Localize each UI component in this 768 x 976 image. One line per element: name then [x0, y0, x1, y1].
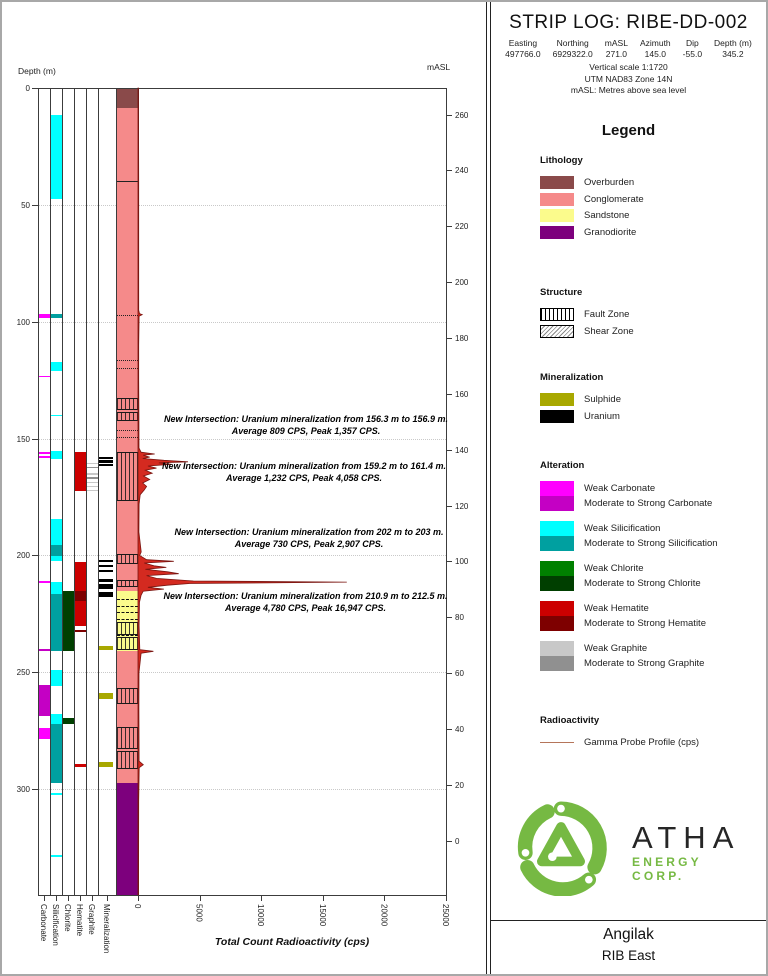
cps-tick-label: 5000 — [194, 904, 204, 922]
track-tick — [80, 895, 81, 901]
masl-tick-label: 260 — [455, 110, 469, 120]
legend-item-structure-swatch — [540, 325, 574, 338]
depth-tick-label: 50 — [21, 200, 30, 210]
cps-tick-label: 25000 — [441, 904, 450, 927]
legend-panel — [491, 2, 766, 974]
cps-tick-label: 15000 — [317, 904, 327, 927]
collar-field-label: Azimuth — [639, 38, 671, 48]
scale-notes — [491, 62, 766, 97]
cps-tick-label: 20000 — [379, 904, 389, 927]
cps-tick-label: 0 — [133, 904, 142, 909]
fault-zone-overlay — [117, 751, 138, 769]
masl-tick-label: 0 — [455, 836, 460, 846]
cps-tick — [261, 895, 262, 901]
alteration-strong-swatch — [540, 576, 574, 591]
masl-tick — [446, 282, 452, 283]
track-label-chlorite: Chlorite — [63, 904, 72, 932]
graphite-interval-weak — [87, 486, 98, 487]
collar-field — [683, 38, 702, 59]
mineralization-interval-uranium — [99, 560, 113, 563]
carbonate-interval-weak — [39, 452, 50, 454]
legend-item-lithology-swatch — [540, 226, 574, 239]
masl-tick-label: 220 — [455, 222, 469, 232]
silicification-interval-weak — [51, 793, 62, 795]
collar-field-label: Easting — [508, 38, 538, 48]
legend-item-lithology — [540, 176, 758, 189]
masl-tick — [446, 170, 452, 171]
sandstone-bed-line — [117, 635, 138, 636]
fault-zone-overlay — [117, 727, 138, 749]
mineralization-interval-sulphide — [99, 693, 113, 698]
masl-tick-label: 80 — [455, 613, 464, 623]
masl-tick — [446, 617, 452, 618]
track-border-line — [62, 88, 63, 895]
legend-item-alteration — [540, 521, 758, 551]
scale-note-line: mASL: Metres above sea level — [570, 85, 687, 95]
masl-tick-label: 140 — [455, 445, 469, 455]
masl-tick — [446, 506, 452, 507]
legend-item-alteration — [540, 481, 758, 511]
legend-heading-mineralization: Mineralization — [540, 372, 604, 383]
depth-axis-label: Depth (m) — [18, 66, 56, 76]
alteration-weak-label: Weak Silicification — [584, 523, 661, 534]
track-border-line — [98, 88, 99, 895]
silicification-interval-weak — [51, 362, 62, 371]
annotation-note: New Intersection: Uranium mineralization from 156.3 m to 156.9 m. Average 809 CPS, Peak 1,357 CPS. — [163, 414, 449, 436]
silicification-interval-weak — [51, 415, 62, 417]
silicification-interval-weak — [51, 714, 62, 724]
mineralization-interval-uranium — [99, 570, 113, 573]
depth-tick-label: 150 — [16, 434, 30, 444]
silicification-interval-strong — [51, 314, 62, 318]
alteration-weak-swatch — [540, 481, 574, 496]
fault-zone-overlay — [117, 637, 138, 650]
alteration-strong-swatch — [540, 616, 574, 631]
footer-project: Angilak — [603, 926, 654, 943]
legend-item-mineralization — [540, 410, 758, 423]
track-tick — [56, 895, 57, 901]
collar-field-value: 145.0 — [644, 48, 666, 59]
sandstone-bed-line — [117, 612, 138, 613]
collar-field — [605, 38, 628, 59]
atha-logo-text — [632, 822, 753, 883]
legend-item-alteration-labels — [584, 521, 718, 551]
scale-note-line: Vertical scale 1:1720 — [589, 62, 668, 72]
track-border-line — [116, 88, 117, 895]
mineralization-interval-uranium — [99, 584, 113, 588]
collar-field-value: 6929322.0 — [552, 48, 593, 59]
legend-item-structure — [540, 308, 758, 321]
lithology-interval-granodiorite — [117, 783, 138, 894]
legend-item-lithology-label: Sandstone — [584, 210, 630, 221]
legend-item-alteration — [540, 601, 758, 631]
legend-item-lithology-label: Overburden — [584, 177, 635, 188]
alteration-weak-label: Weak Chlorite — [584, 563, 644, 574]
track-tick — [92, 895, 93, 901]
fault-zone-overlay — [117, 398, 138, 409]
alteration-weak-label: Weak Hematite — [584, 603, 649, 614]
lithology-interval-overburden — [117, 88, 138, 108]
legend-item-lithology-label: Granodiorite — [584, 226, 637, 238]
fault-zone-overlay — [117, 554, 138, 564]
masl-tick-label: 20 — [455, 780, 464, 790]
collar-field-label: Northing — [556, 38, 589, 48]
cps-axis-label: Total Count Radioactivity (cps) — [214, 936, 370, 948]
legend-item-structure — [540, 325, 758, 338]
hematite-interval-strong — [75, 630, 86, 632]
legend-item-structure-label: Fault Zone — [584, 309, 630, 320]
atha-logo — [513, 800, 753, 905]
carbonate-interval-weak — [39, 376, 50, 378]
legend-item-lithology — [540, 209, 758, 222]
alteration-strong-label: Moderate to Strong Silicification — [584, 538, 718, 549]
lithology-contact-line — [117, 181, 138, 182]
lithology-interval-conglomerate — [117, 108, 138, 591]
masl-tick — [446, 673, 452, 674]
legend-item-lithology-swatch — [540, 176, 574, 189]
masl-tick — [446, 226, 452, 227]
fault-zone-overlay — [117, 688, 138, 703]
cps-tick-label: 10000 — [256, 904, 266, 927]
depth-tick — [32, 672, 38, 673]
alteration-strong-swatch — [540, 496, 574, 511]
cps-tick — [138, 895, 139, 901]
cps-tick — [323, 895, 324, 901]
sandstone-bed-line — [117, 619, 138, 620]
lithology-contact-dotted — [117, 430, 138, 431]
panel-divider-line-1 — [486, 2, 487, 974]
footer-area: RIB East — [601, 948, 656, 963]
graphite-interval-strong — [87, 467, 98, 468]
carbonate-interval-weak — [39, 581, 50, 583]
silicification-interval-strong — [51, 545, 62, 556]
masl-tick — [446, 394, 452, 395]
fault-zone-overlay — [117, 452, 138, 501]
cps-tick — [200, 895, 201, 901]
legend-item-structure-swatch — [540, 308, 574, 321]
depth-tick — [32, 205, 38, 206]
lithology-contact-dotted — [117, 360, 138, 361]
depth-tick — [32, 789, 38, 790]
depth-tick — [32, 88, 38, 89]
masl-tick — [446, 115, 452, 116]
mineralization-interval-uranium — [99, 592, 113, 597]
silicification-interval-weak — [51, 115, 62, 199]
masl-tick — [446, 729, 452, 730]
legend-item-alteration-labels — [584, 481, 712, 511]
legend-item-alteration-swatch — [540, 521, 574, 551]
silicification-interval-weak — [51, 670, 62, 686]
legend-item-alteration-labels — [584, 641, 704, 671]
scale-note-line: UTM NAD83 Zone 14N — [584, 73, 673, 84]
gamma-line-swatch — [540, 742, 574, 743]
carbonate-interval-strong — [39, 685, 50, 715]
fault-zone-overlay — [117, 412, 138, 421]
silicification-interval-strong — [51, 724, 62, 782]
track-tick — [68, 895, 69, 901]
legend-section-radioactivity — [540, 715, 758, 753]
annotation-note: New Intersection: Uranium mineralization from 202 m to 203 m. Average 730 CPS, Peak 2,907 CPS. — [174, 527, 444, 549]
legend-item-alteration — [540, 561, 758, 591]
cps-tick — [446, 895, 447, 901]
mineralization-interval-uranium — [99, 460, 113, 463]
masl-tick-label: 120 — [455, 501, 469, 511]
collar-field — [640, 38, 671, 59]
legend-item-mineralization-swatch — [540, 410, 574, 423]
depth-tick-label: 100 — [16, 317, 30, 327]
alteration-weak-swatch — [540, 601, 574, 616]
carbonate-interval-weak — [39, 728, 50, 739]
legend-item-alteration-labels — [584, 601, 706, 631]
gamma-line-label: Gamma Probe Profile (cps) — [584, 737, 700, 748]
masl-tick-label: 200 — [455, 278, 469, 288]
silicification-interval-weak — [51, 855, 62, 857]
collar-field-value: -55.0 — [682, 48, 703, 59]
hematite-interval-weak — [75, 452, 86, 491]
legend-item-alteration-labels — [584, 561, 701, 591]
legend-item-mineralization-label: Uranium — [584, 410, 620, 422]
carbonate-interval-weak — [39, 314, 50, 318]
carbonate-interval-weak — [39, 456, 50, 458]
track-border-line — [86, 88, 87, 895]
masl-tick-label: 240 — [455, 166, 469, 176]
depth-tick-label: 300 — [16, 785, 30, 795]
depth-tick-label: 0 — [25, 84, 30, 93]
depth-tick — [32, 439, 38, 440]
collar-info-table — [491, 38, 766, 59]
collar-field-label: mASL — [604, 38, 628, 48]
chlorite-interval-strong — [63, 591, 74, 652]
collar-field — [553, 38, 593, 59]
legend-item-alteration-swatch — [540, 641, 574, 671]
silicification-interval-weak — [51, 451, 62, 458]
masl-tick — [446, 841, 452, 842]
sandstone-bed-line — [117, 606, 138, 607]
track-tick — [44, 895, 45, 901]
collar-field-value: 271.0 — [605, 48, 628, 59]
track-border-line — [50, 88, 51, 895]
mineralization-interval-sulphide — [99, 646, 113, 650]
hematite-interval-weak — [75, 562, 86, 591]
masl-tick-label: 100 — [455, 557, 469, 567]
legend-item-alteration-swatch — [540, 481, 574, 511]
legend-section-alteration — [540, 460, 758, 681]
track-label-hematite: Hematite — [75, 904, 84, 937]
strip-log-panel — [2, 2, 488, 974]
alteration-weak-swatch — [540, 521, 574, 536]
legend-item-lithology-swatch — [540, 193, 574, 206]
mineralization-interval-uranium — [99, 579, 113, 582]
mineralization-interval-uranium — [99, 464, 113, 466]
track-label-mineralization: Mineralization — [102, 904, 111, 954]
cps-tick — [384, 895, 385, 901]
track-label-carbonate: Carbonate — [39, 904, 48, 942]
legend-item-lithology-swatch — [540, 209, 574, 222]
track-border-line — [38, 88, 39, 895]
alteration-strong-label: Moderate to Strong Chlorite — [584, 578, 701, 589]
collar-field-label: Dip — [685, 38, 699, 48]
graphite-interval-weak — [87, 482, 98, 483]
alteration-strong-label: Moderate to Strong Carbonate — [584, 498, 713, 509]
alteration-weak-swatch — [540, 561, 574, 576]
legend-title: Legend — [601, 122, 656, 139]
lithology-contact-dotted — [117, 437, 138, 438]
masl-axis-label: mASL — [427, 62, 451, 72]
legend-item-lithology — [540, 226, 758, 239]
masl-tick-label: 160 — [455, 389, 469, 399]
footer-divider-line — [491, 920, 766, 921]
hematite-interval-weak — [75, 601, 86, 626]
silicification-interval-weak — [51, 519, 62, 545]
atha-brand-text: ATHA — [632, 820, 741, 855]
masl-tick — [446, 338, 452, 339]
alteration-strong-swatch — [540, 656, 574, 671]
fault-zone-overlay — [117, 622, 138, 635]
legend-item-radioactivity — [540, 736, 758, 749]
annotation-note: New Intersection: Uranium mineralization from 210.9 m to 212.5 m. Average 4,780 CPS, Peak 16,947 CPS. — [163, 591, 448, 613]
masl-tick — [446, 450, 452, 451]
strip-log-title: STRIP LOG: RIBE-DD-002 — [509, 12, 748, 33]
graphite-interval-weak — [87, 490, 98, 491]
gamma-probe-profile — [138, 88, 446, 895]
graphite-interval-weak — [87, 463, 98, 464]
depth-tick-label: 250 — [16, 668, 30, 678]
collar-field — [714, 38, 752, 59]
gamma-profile-polygon — [138, 88, 347, 895]
silicification-interval-weak — [51, 582, 62, 594]
track-border-line — [74, 88, 75, 895]
legend-heading-structure: Structure — [540, 287, 583, 298]
legend-item-alteration-swatch — [540, 561, 574, 591]
atha-logo-mark — [513, 800, 609, 896]
alteration-weak-label: Weak Carbonate — [584, 483, 656, 494]
silicification-interval-strong — [51, 594, 62, 651]
silicification-interval-weak — [51, 556, 62, 561]
annotation-note: New Intersection: Uranium mineralization from 159.2 m to 161.4 m. Average 1,232 CPS, Peak 4,058 CPS. — [161, 461, 447, 483]
legend-item-lithology-label: Conglomerate — [584, 193, 644, 205]
legend-item-alteration — [540, 641, 758, 671]
legend-item-mineralization — [540, 393, 758, 406]
track-label-silicification: Silicification — [51, 904, 60, 946]
hematite-interval-weak — [75, 764, 86, 767]
mineralization-interval-uranium — [99, 457, 113, 459]
collar-field-label: Depth (m) — [714, 38, 752, 48]
alteration-weak-swatch — [540, 641, 574, 656]
alteration-strong-label: Moderate to Strong Hematite — [584, 618, 706, 629]
alteration-strong-label: Moderate to Strong Graphite — [584, 658, 705, 669]
carbonate-interval-strong — [39, 649, 50, 651]
collar-field — [505, 38, 540, 59]
track-tick — [107, 895, 108, 901]
depth-tick-label: 200 — [16, 551, 30, 561]
masl-tick-label: 60 — [455, 669, 464, 679]
legend-heading-lithology: Lithology — [540, 155, 583, 166]
fault-zone-overlay — [117, 580, 138, 587]
masl-tick-label: 40 — [455, 725, 464, 735]
legend-section-lithology — [540, 155, 758, 242]
sandstone-bed-line — [117, 599, 138, 600]
hematite-interval-strong — [75, 591, 86, 601]
legend-heading-radioactivity: Radioactivity — [540, 715, 600, 726]
lithology-contact-dotted — [117, 368, 138, 369]
legend-section-mineralization — [540, 372, 758, 426]
atha-sub-text: ENERGY CORP. — [632, 855, 702, 883]
mineralization-interval-uranium — [99, 565, 113, 567]
masl-tick-label: 180 — [455, 333, 469, 343]
mineralization-interval-sulphide — [99, 762, 113, 767]
depth-tick — [32, 555, 38, 556]
collar-field-value: 345.2 — [722, 48, 744, 59]
legend-heading-alteration: Alteration — [540, 460, 585, 471]
graphite-interval-strong — [87, 477, 98, 478]
masl-tick — [446, 561, 452, 562]
masl-tick — [446, 785, 452, 786]
chlorite-interval-strong — [63, 718, 74, 725]
alteration-weak-label: Weak Graphite — [584, 643, 648, 654]
legend-item-structure-label: Shear Zone — [584, 325, 634, 337]
legend-item-mineralization-swatch — [540, 393, 574, 406]
legend-item-lithology — [540, 193, 758, 206]
legend-item-mineralization-label: Sulphide — [584, 394, 621, 405]
legend-item-alteration-swatch — [540, 601, 574, 631]
lithology-contact-dotted — [117, 315, 138, 316]
legend-section-structure — [540, 287, 758, 341]
collar-field-value: 497766.0 — [505, 48, 541, 59]
graphite-interval-weak — [87, 473, 98, 474]
track-label-graphite: Graphite — [87, 904, 96, 935]
track-border-line — [446, 88, 447, 895]
alteration-strong-swatch — [540, 536, 574, 551]
depth-tick — [32, 322, 38, 323]
